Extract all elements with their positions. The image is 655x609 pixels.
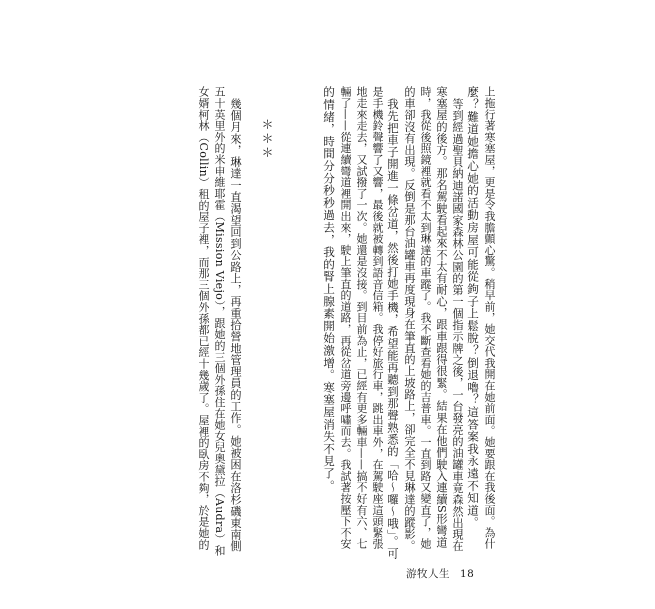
text-column: 麼？難道她擔心她的活動房屋可能從鉤子上鬆脫？倒退嚕？這答案我永遠不知道。	[466, 86, 480, 529]
text-column: 地走來走去，又試撥了一次。她還是沒接。到目前為止，已經有更多輛車——搞不好有六、七	[355, 86, 368, 550]
page-footer	[406, 566, 474, 581]
text-column: 的車卻沒有出現。反倒是那台油罐車再度現身在筆直的上坡路上，卻完全不見琳達的蹤影。	[403, 86, 416, 552]
text-column: 等到經過聖貝納迪諾國家森林公園的第一個指示牌之後，一台發亮的油罐車竟森然出現在	[451, 98, 464, 552]
section-separator: ＊＊＊	[260, 118, 274, 160]
text-column: 時，我從後照鏡裡就看不太到琳達的車蹤了。我不斷查看她的吉普車。一直到路又變直了，她	[419, 86, 432, 550]
text-column: 上拖行著寒塞屋，更是令我膽顫心驚。稍早前，她交代我開在她前面。她要跟在我後面。為什	[483, 86, 496, 550]
text-column: 的情緒，時間分分秒秒過去，我的腎上腺素開始激增。寒塞屋消失不見了。	[322, 86, 336, 492]
text-column: 女婿柯林（Collin）租的屋子裡，而那三個外孫都已經十幾歲了。屋裡的臥房不夠，於是她的	[197, 86, 210, 550]
text-column: 五十英里外的米申維耶霍（Mission Viejo），跟她的三個外孫住在她女兒奧黛拉（Audra）和	[213, 86, 226, 556]
text-column: 是手機鈴聲響了又響，最後就被轉到語音信箱。我停好旅行車，跳出車外，在駕駛座這頭緊張	[371, 86, 384, 550]
text-column: 我先把車子開進一條岔道，然後打她手機，希望能再聽到那聲熟悉的「哈〜囉〜哦」。可	[386, 98, 400, 560]
running-title: 游牧人生	[406, 568, 450, 580]
text-column: 輛了——從連續彎道裡開出來，駛上筆直的道路，再從岔道旁邊呼嘯而去。我試著按壓下不安	[339, 86, 352, 550]
text-column: 寒塞屋的後方。那名駕駛看起來不太有耐心，跟車跟得很緊。結果在他們駛入連續S形彎道	[435, 86, 448, 549]
text-column: 幾個月來，琳達一直渴望回到公路上，再重拾營地管理員的工作。她被困在洛杉磯東南側	[229, 98, 242, 552]
page-number: 18	[460, 568, 475, 580]
